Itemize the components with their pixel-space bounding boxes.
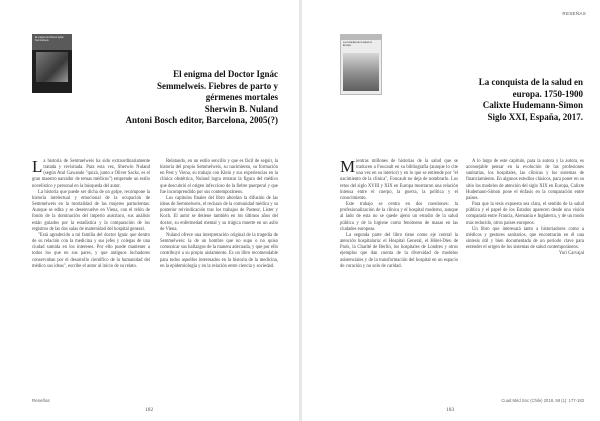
left-book-cover: [32, 34, 72, 93]
right-review-title: [392, 77, 583, 123]
paragraph: La historia de Semmelweis ha sido extraordinariamente tratada y revisitada. Para esta vez, Sherwin Nuland (según Atul Gawande "quizá, junto a Oliver Sacks, es el gran maestro narrador de temas médicos") emprende un estilo novelístico y personal en la búsqueda del autor.: [32, 157, 150, 189]
left-column-1: [32, 159, 150, 270]
author-line: Calixte Hudemann-Simon: [482, 100, 583, 110]
title-line: El enigma del Doctor Ignác: [173, 69, 278, 79]
left-footer-label: Reseñas: [32, 398, 50, 403]
reviewer-signature: Yuri Carvajal: [558, 251, 584, 257]
title-line: Semmelweis. Fiebres de parto y: [156, 80, 278, 91]
paragraph: "Está agradecido a mi familia del doctor Ignác que dentro de su relación con la medicina y sus jefes y colegas de una ciudad sumida en los intereses. Por ello puede mantener a todos los que en sus pares, y que antiguos luchadores conservaban por el desarrollo científico de la humanidad del médico sus ideas", escribe el autor al inicio de su relato.: [32, 232, 150, 269]
paragraph: Este trabajo se centra en dos cuestiones: la profesionalización de la clínica y el hospital moderno, aunque al lado de esta no se quede ajeno un estudio de la salud pública y de la higiene como fenómeno de masas en las ciudades europeas.: [340, 202, 458, 232]
left-cover-title: El enigma del Doctor Ignác Semmelweis: [35, 36, 64, 42]
title-line: europa. 1750-1900: [512, 88, 583, 99]
drop-cap: L: [32, 157, 43, 176]
author-line: Sherwin B. Nuland: [204, 103, 278, 114]
right-column-1: [340, 159, 458, 270]
right-book-cover: [340, 34, 382, 95]
paragraph: Relatando, en un estilo sencillo y que es fácil de seguir, la historia del propio Semmelweis, su nacimiento, su formación en Pest y Viena, su trabajo con Klein y sus experiencias en la clínica obstétrica, Nuland logra retratar la figura del médico que descubrió el origen infeccioso de la fiebre puerperal y que fue incomprendido por sus contemporáneos.: [160, 159, 278, 195]
right-cover-title: La conquista de la salud en Europa: [343, 41, 373, 47]
cover-portrait: [36, 52, 68, 82]
section-header: RESEÑAS: [562, 11, 586, 16]
left-page: [0, 0, 299, 421]
drop-cap: M: [340, 157, 356, 176]
right-column-2: [466, 159, 584, 258]
left-review-title: [80, 69, 278, 127]
paragraph: La segunda parte del libro tiene como eje central la atención hospitalaria: el Hospital General, el Hôtel-Dieu de París, la Charité de Berlín, los hospitales de Londres y otros ejemplos que dan cuenta de la diversidad de modelos asistenciales y de la transformación del hospital en un espacio de curación y no solo de caridad.: [340, 232, 458, 269]
page-gutter: [299, 0, 302, 421]
cover-band: [341, 35, 381, 40]
right-footer-label: Cuad Méd Soc (Chile) 2018, 58 (1): 177-183: [501, 398, 584, 403]
paragraph: Los capítulos finales del libro abordan la difusión de las ideas de Semmelweis, el rechazo de la comunidad médica y su posterior reivindicación tras los trabajos de Pasteur, Lister y Koch. El autor se detiene también en los últimos años del doctor, su enfermedad mental y su trágica muerte en un asilo de Viena.: [160, 195, 278, 232]
paragraph: Mientras millones de historias de la salud que se traducen a Foucault en su bibliografía (aunque lo cite una vez en su interior) y en lo que se entiende por "el nacimiento de la clínica", Foucault no deja de nombrarlo. Los retos del siglo XVIII y XIX en Europa mostraron una relación intensa entre el cuerpo, la guerra, la política y el conocimiento.: [340, 157, 458, 201]
paragraph: Un libro que interesará tanto a historiadores como a médicos y gestores sanitarios, que encontrarán en él una síntesis útil y bien documentada de un periodo clave para entender el origen de los sistemas de salud contemporáneos.: [466, 226, 584, 251]
left-column-2: [160, 159, 278, 270]
title-line: La conquista de la salud en: [478, 77, 583, 87]
publisher-line: Antoni Bosch editor, Barcelona, 2005(?): [125, 115, 278, 125]
paragraph: Nuland ofrece una interpretación original de la tragedia de Semmelweis: la de un hombre que no supo o no quiso comunicar sus hallazgos de la manera adecuada, y que por ello contribuyó a su propio aislamiento. Es un libro recomendable para todos aquellos interesados en la historia de la medicina, en la epidemiología y en la relación entre ciencia y sociedad.: [160, 232, 278, 269]
publisher-line: Siglo XXI, España, 2017.: [487, 111, 583, 122]
left-page-number: 182: [145, 407, 154, 413]
cover-illustration: [343, 53, 379, 91]
paragraph: La historia que puede ser dicha de un golpe, recompone la historia intelectual y emocional de la ocupación de Semmelweis en la mortalidad de las mujeres parturientas. Aunque se edita y se desenvuelve en Viena, con el telón de fondo de la dominación del imperio austriaco, sus análisis están guiados por la estadística y la comparación de los registros de las dos salas de maternidad del hospital general.: [32, 189, 150, 232]
title-line: gérmenes mortales: [205, 92, 278, 102]
paragraph: Para que la tesis expuesta sea clara, el sentido de la salud pública y el papel de los Estados aparecen desde una visión comparada entre Francia, Alemania e Inglaterra, y de un modo más reducido, otros países europeos.: [466, 202, 584, 226]
right-page-number: 183: [446, 407, 455, 413]
paragraph: A lo largo de este capítulo, para la autora y la autora, es aconsejable pensar en la evolución de las profesiones sanitarias, los hospitales, las clínicas y los sistemas de financiamiento. En algunos estudios clásicos, para poner en su sitio los modelos de atención del siglo XIX en Europa, Calixte Hudemann-Simon pone el énfasis en la comparación entre países.: [466, 159, 584, 201]
